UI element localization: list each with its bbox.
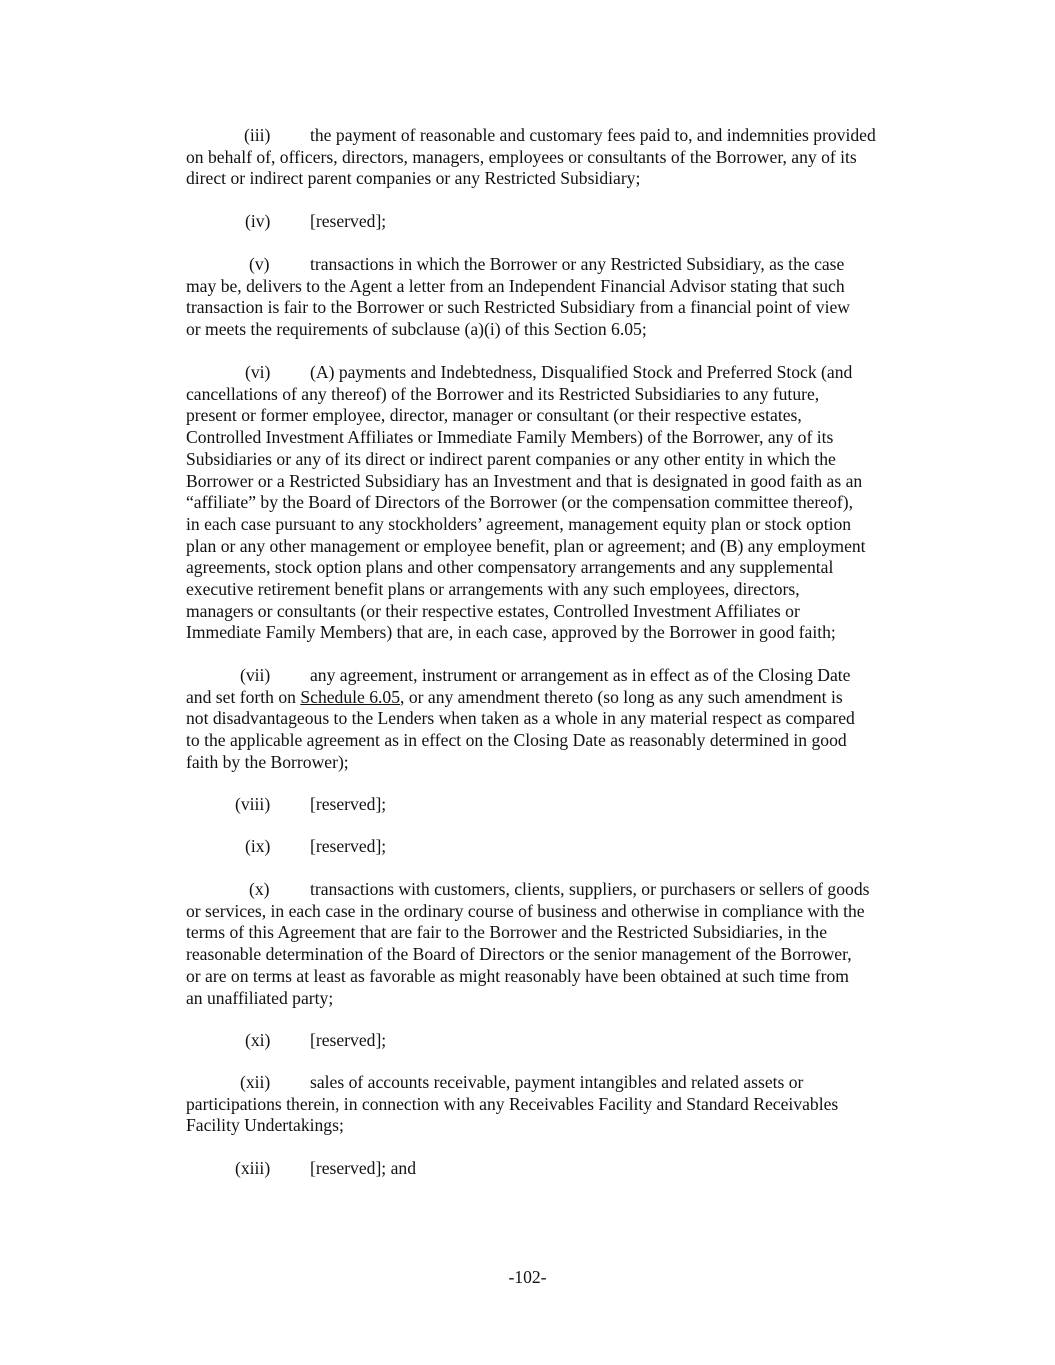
clause-number: (ix) <box>245 836 271 856</box>
clause-text: transactions in which the Borrower or any Restricted Subsidiary, as the case <box>310 254 845 274</box>
clause-first-line <box>186 879 926 901</box>
clause-line: Borrower or a Restricted Subsidiary has an Investment and that is designated in good faith as an <box>186 470 863 491</box>
clause-number: (viii) <box>235 794 271 814</box>
clause-xii <box>186 1072 926 1137</box>
clause-text: [reserved]; <box>310 211 387 231</box>
clause-line: managers or consultants (or their respective estates, Controlled Investment Affiliates or <box>186 600 800 621</box>
clause-line: not disadvantageous to the Lenders when taken as a whole in any material respect as compared <box>186 708 855 729</box>
clause-line: in each case pursuant to any stockholders’ agreement, management equity plan or stock option <box>186 513 852 534</box>
clause-line: cancellations of any thereof) of the Borrower and its Restricted Subsidiaries to any future, <box>186 383 820 404</box>
clause-number: (iii) <box>244 125 271 145</box>
clause-line: an unaffiliated party; <box>186 987 334 1008</box>
clause-viii <box>186 794 926 816</box>
clause-line: terms of this Agreement that are fair to the Borrower and the Restricted Subsidiaries, in the <box>186 922 828 943</box>
clause-line: present or former employee, director, manager or consultant (or their respective estates, <box>186 405 802 426</box>
clause-line: direct or indirect parent companies or any Restricted Subsidiary; <box>186 168 641 189</box>
clause-line: Subsidiaries or any of its direct or indirect parent companies or any other entity in which the <box>186 448 836 469</box>
clause-line: may be, delivers to the Agent a letter from an Independent Financial Advisor stating that such <box>186 275 845 296</box>
clause-number: (xii) <box>240 1072 271 1092</box>
clause-first-line <box>186 665 926 687</box>
clause-line: participations therein, in connection with any Receivables Facility and Standard Receivables <box>186 1093 839 1114</box>
clause-line: or meets the requirements of subclause (a)(i) of this Section 6.05; <box>186 319 647 340</box>
clause-line: or services, in each case in the ordinary course of business and otherwise in compliance with the <box>186 900 865 921</box>
clause-number: (vii) <box>240 665 271 685</box>
clause-text: transactions with customers, clients, suppliers, or purchasers or sellers of goods <box>310 879 870 899</box>
clause-line: Facility Undertakings; <box>186 1115 344 1136</box>
clause-text: any agreement, instrument or arrangement as in effect as of the Closing Date <box>310 665 851 685</box>
clause-first-line <box>186 125 926 147</box>
clause-first-line <box>186 794 926 816</box>
clause-first-line <box>186 836 926 858</box>
clause-iii <box>186 125 926 190</box>
clause-first-line <box>186 1030 926 1052</box>
clause-first-line <box>186 211 926 233</box>
clause-line: faith by the Borrower); <box>186 751 349 772</box>
clause-text: [reserved]; <box>310 1030 387 1050</box>
clause-number: (iv) <box>245 211 271 231</box>
clause-line: reasonable determination of the Board of Directors or the senior management of the Borrower, <box>186 944 852 965</box>
clause-iv <box>186 211 926 233</box>
clause-line: agreements, stock option plans and other compensatory arrangements and any supplemental <box>186 557 834 578</box>
clause-text: and set forth on <box>186 686 301 707</box>
clause-number: (vi) <box>245 362 271 382</box>
clause-line <box>186 687 926 709</box>
clause-text: [reserved]; <box>310 794 387 814</box>
clause-line: to the applicable agreement as in effect on the Closing Date as reasonably determined in good <box>186 730 847 751</box>
clause-vi <box>186 362 926 644</box>
clause-text: the payment of reasonable and customary fees paid to, and indemnities provided <box>310 125 876 145</box>
clause-line: Immediate Family Members) that are, in each case, approved by the Borrower in good faith; <box>186 622 836 643</box>
clause-first-line <box>186 254 926 276</box>
clause-ix <box>186 836 926 858</box>
clause-line: on behalf of, officers, directors, managers, employees or consultants of the Borrower, any of its <box>186 146 857 167</box>
clause-number: (xiii) <box>235 1158 271 1178</box>
clause-line: transaction is fair to the Borrower or such Restricted Subsidiary from a financial point of view <box>186 297 850 318</box>
clause-v <box>186 254 926 341</box>
clause-xi <box>186 1030 926 1052</box>
clause-vii <box>186 665 926 774</box>
clause-line: executive retirement benefit plans or arrangements with any such employees, directors, <box>186 579 800 600</box>
clause-first-line <box>186 362 926 384</box>
clause-text: sales of accounts receivable, payment intangibles and related assets or <box>310 1072 804 1092</box>
clause-line: “affiliate” by the Board of Directors of the Borrower (or the compensation committee thereof), <box>186 492 854 513</box>
clause-line: or are on terms at least as favorable as might reasonably have been obtained at such time from <box>186 965 849 986</box>
clause-text: , or any amendment thereto (so long as any such amendment is <box>400 686 843 707</box>
clause-first-line <box>186 1072 926 1094</box>
clause-text: [reserved]; <box>310 836 387 856</box>
clause-number: (x) <box>249 879 270 899</box>
clause-line: plan or any other management or employee benefit, plan or agreement; and (B) any employment <box>186 535 866 556</box>
clause-number: (v) <box>249 254 270 274</box>
clause-x <box>186 879 926 1009</box>
clause-first-line <box>186 1158 926 1180</box>
clause-line: Controlled Investment Affiliates or Immediate Family Members) of the Borrower, any of its <box>186 427 834 448</box>
schedule-reference-link[interactable]: Schedule 6.05 <box>300 686 401 707</box>
clause-xiii <box>186 1158 926 1180</box>
clause-text: (A) payments and Indebtedness, Disqualified Stock and Preferred Stock (and <box>310 362 853 382</box>
clause-text: [reserved]; and <box>310 1158 416 1178</box>
clause-number: (xi) <box>245 1030 271 1050</box>
page-number: -102- <box>508 1267 547 1287</box>
